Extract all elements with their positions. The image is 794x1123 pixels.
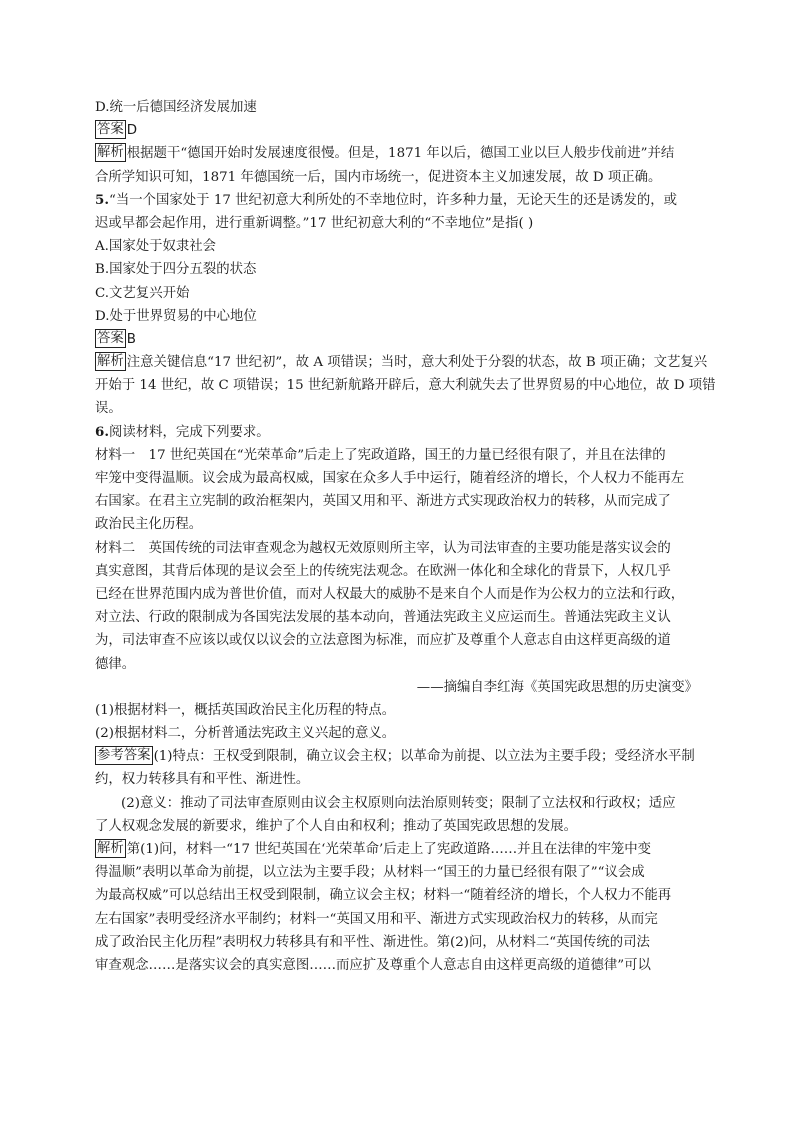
reference-answer-tag: 参考答案 <box>97 748 151 764</box>
q6-question-2: (2)根据材料二，分析普通法宪政主义兴起的意义。 <box>95 726 396 742</box>
q6-analysis-line-2: 得温顺”表明以革命为前提，以立法为主要手段；从材料一“国王的力量已经很有限了”“议会成 <box>95 865 645 881</box>
q5-option-c: C.文艺复兴开始 <box>95 285 190 301</box>
analysis-tag: 解析 <box>97 354 124 370</box>
q6-analysis-line-6: 审查观念……是落实议会的真实意图……而应扩及尊重个人意志自由这样更高级的道德律”可以 <box>95 957 651 973</box>
q5-option-b: B.国家处于四分五裂的状态 <box>95 262 257 278</box>
q6-ref-answer-line-4: 了人权观念发展的新要求，维护了个人自由和权利；推动了英国宪政思想的发展。 <box>95 818 578 834</box>
q6-analysis-line-5: 成了政治民主化历程”表明权力转移具有和平性、渐进性。第(2)问，从材料二“英国传统的司法 <box>95 934 650 950</box>
q6-question-1: (1)根据材料一，概括英国政治民主化历程的特点。 <box>95 702 396 718</box>
q6-analysis-line-4: 左右国家”表明受经济水平制约；材料一“英国又用和平、渐进方式实现政治权力的转移，从而完 <box>95 911 658 927</box>
document-body <box>95 96 716 977</box>
q6-material1-line-1: 材料一 17 世纪英国在“光荣革命”后走上了宪政道路，国王的力量已经很有限了，并且在法律的 <box>95 447 666 463</box>
q6-material2-line-6: 德律。 <box>95 656 136 672</box>
q6-material2-line-5: 为，司法审查不应该以或仅以议会的立法意图为标准，而应扩及尊重个人意志自由这样更高级的道 <box>95 633 671 649</box>
analysis-tag: 解析 <box>97 841 124 856</box>
q4-analysis-line-2: 合所学知识可知，1871 年德国统一后，国内市场统一，促进资本主义加速发展，故 D 项正确。 <box>95 169 662 185</box>
q5-answer <box>95 328 700 351</box>
q6-source: ——摘编自李红海《英国宪政思想的历史演变》 <box>416 679 698 695</box>
question-number: 6. <box>95 423 109 440</box>
q5-option-a: A.国家处于奴隶社会 <box>95 239 217 255</box>
answer-value: B <box>126 331 136 347</box>
q4-analysis-line-1: 解析 根据题干“德国开始时发展速度很慢。但是，1871 年以后，德国工业以巨人般步伐前进”并结 <box>97 145 675 162</box>
q6-ref-answer-line-1: 参考答案 (1)特点：王权受到限制，确立议会主权；以革命为前提、以立法为主要手段；受经济水平制 <box>97 748 695 765</box>
q5-analysis-line-1: 解析 注意关键信息“17 世纪初”，故 A 项错误；当时，意大利处于分裂的状态，故 B 项正确；文艺复兴 <box>97 354 708 371</box>
q6-material2-line-3: 已经在世界范围内成为普世价值，而对人权最大的威胁不是来自个人而是作为公权力的立法和行政， <box>95 586 685 602</box>
answer-tag: 答案 <box>97 330 124 346</box>
q6-material2-line-2: 真实意图，其背后体现的是议会至上的传统宪法观念。在欧洲一体化和全球化的背景下，人权几乎 <box>95 563 671 579</box>
q5-analysis-line-2: 开始于 14 世纪，故 C 项错误；15 世纪新航路开辟后，意大利就失去了世界贸易的中心地位，故 D 项错 <box>95 378 716 394</box>
q6-ref-answer-line-3: (2)意义：推动了司法审查原则由议会主权原则向法治原则转变；限制了立法权和行政权；适应 <box>121 795 676 811</box>
q6-material2-line-4: 对立法、行政的限制成为各国宪法发展的基本动向，普通法宪政主义应运而生。普通法宪政主义认 <box>95 610 671 626</box>
q5-stem-line-1: 5.“当一个国家处于 17 世纪初意大利所处的不幸地位时，许多种力量，无论天生的还是诱发的，或 <box>95 191 678 208</box>
q6-ref-answer-line-2: 约，权力转移具有和平性、渐进性。 <box>95 772 310 788</box>
q5-stem-line-2: 迟或早都会起作用，进行重新调整。”17 世纪初意大利的“不幸地位”是指( ) <box>95 215 534 231</box>
q4-option-d: D.统一后德国经济发展加速 <box>95 100 257 115</box>
q6-stem: 6.阅读材料，完成下列要求。 <box>95 423 270 440</box>
q6-material1-line-2: 牢笼中变得温顺。议会成为最高权威，国家在众多人手中运行，随着经济的增长，个人权力不能再左 <box>95 471 685 486</box>
q6-material1-line-3: 右国家。在君主立宪制的政治框架内，英国又用和平、渐进方式实现政治权力的转移，从而完成了 <box>95 494 671 510</box>
q6-analysis-line-1: 解析 第(1)问，材料一“17 世纪英国在‘光荣革命’后走上了宪政道路……并且在法律的牢笼中变 <box>97 841 652 857</box>
q6-analysis-line-3: 为最高权威”可以总结出王权受到限制，确立议会主权；材料一“随着经济的增长，个人权力不能再 <box>95 888 672 904</box>
analysis-tag: 解析 <box>97 145 124 161</box>
q5-option-d: D.处于世界贸易的中心地位 <box>95 308 257 324</box>
q6-material1-line-4: 政治民主化历程。 <box>95 517 203 533</box>
answer-tag: 答案 <box>97 122 124 138</box>
q5-analysis-line-3: 误。 <box>95 401 122 417</box>
q4-answer <box>95 119 700 142</box>
question-number: 5. <box>95 191 109 208</box>
answer-value: D <box>126 123 138 139</box>
q6-material2-line-1: 材料二 英国传统的司法审查观念为越权无效原则所主宰，认为司法审查的主要功能是落实议会的 <box>95 540 671 556</box>
